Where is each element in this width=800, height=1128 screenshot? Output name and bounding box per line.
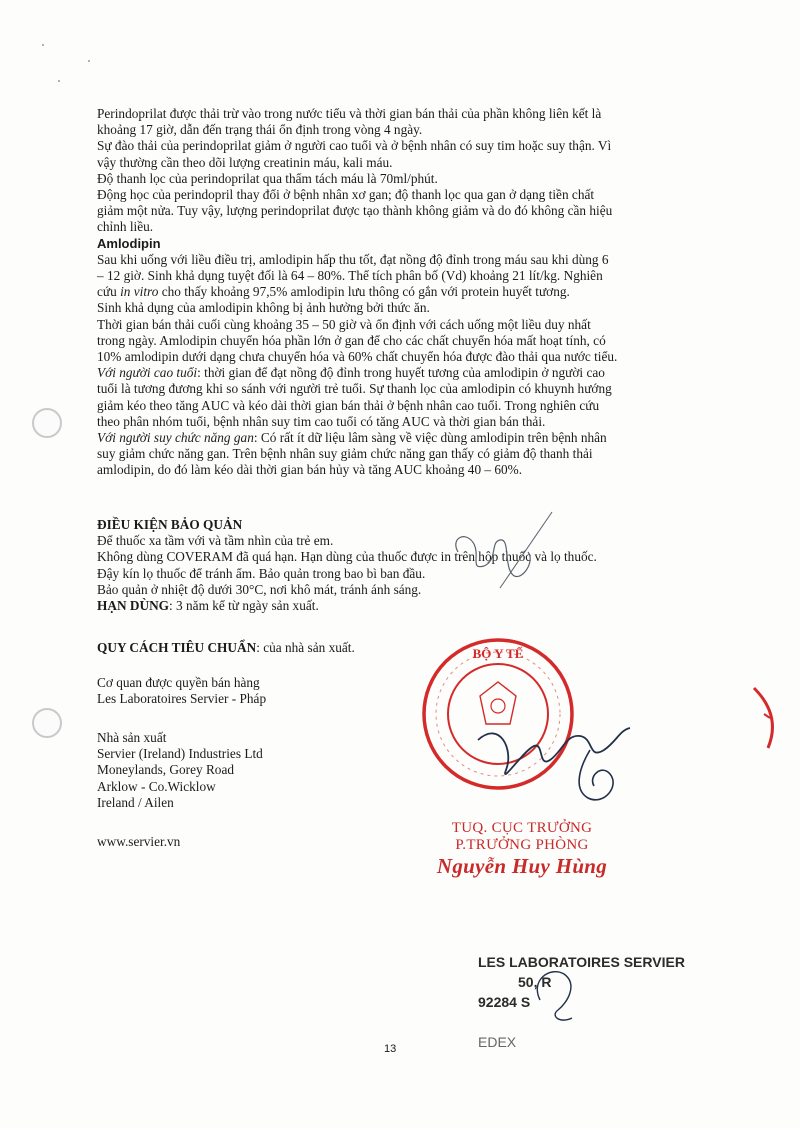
signatory-name: Nguyễn Huy Hùng [436, 854, 608, 878]
text-line: chỉnh liều. [97, 219, 154, 235]
elderly-label: Với người cao tuổi [97, 365, 198, 381]
text-line: amlodipin, do đó làm kéo dài thời gian bán hủy và tăng AUC khoảng 40 – 60%. [97, 462, 523, 478]
text-line: Moneylands, Gorey Road [97, 762, 235, 778]
company-stamp-signature-icon [520, 960, 590, 1030]
scan-speck [42, 44, 44, 46]
company-stamp-line-1: LES LABORATOIRES SERVIER [478, 954, 685, 970]
text-line: tuổi là tương đương khi so sánh với người trẻ tuổi. Sự thanh lọc của amlodipin có khuynh hướng [97, 381, 612, 397]
text-line: Thời gian bán thải cuối cùng khoảng 35 – 50 giờ và ổn định với cách uống một liều duy nhất [97, 316, 591, 332]
amlodipin-heading: Amlodipin [97, 235, 161, 251]
text-line [97, 365, 703, 381]
text-line: Sự đào thải của perindoprilat giảm ở người cao tuổi và ở bệnh nhân có suy tim hoặc suy thận. Vì [97, 138, 612, 154]
seal-text: BỘ Y TẾ [472, 646, 524, 661]
text-line: Độ thanh lọc của perindoprilat qua thẩm tách máu là 70ml/phút. [97, 170, 438, 186]
initials-signature-icon [440, 508, 560, 598]
pharmacokinetics-section [97, 106, 703, 479]
signature-icon [470, 690, 640, 810]
text-line: Ireland / Ailen [97, 794, 174, 810]
text-line: theo phân nhóm tuổi, bệnh nhân suy tim cao tuổi có tăng AUC và thời gian bán thải. [97, 413, 546, 429]
binder-hole-bottom [32, 708, 62, 738]
signature-caption [432, 820, 612, 878]
text-line: Arklow - Co.Wicklow [97, 778, 216, 794]
liver-label: Với người suy chức năng gan [97, 430, 254, 446]
text-fragment: : 3 năm kể từ ngày sản xuất. [169, 598, 319, 614]
company-stamp-city: EDEX [478, 1034, 517, 1050]
text-line [97, 640, 703, 656]
text-line: Không dùng COVERAM đã quá hạn. Hạn dùng của thuốc được in trên hộp thuốc và lọ thuốc. [97, 549, 597, 565]
text-line: khoảng 17 giờ, dẫn đến trạng thái ổn định trong vòng 4 ngày. [97, 122, 423, 138]
text-line: Đậy kín lọ thuốc để tránh ẩm. Bảo quản trong bao bì ban đầu. [97, 565, 426, 581]
page-number: 13 [384, 1043, 397, 1055]
scan-speck [58, 80, 60, 82]
text-line: Sinh khả dụng của amlodipin không bị ảnh hưởng bởi thức ăn. [97, 300, 430, 316]
text-line [97, 430, 703, 446]
text-fragment: cho thấy khoảng 97,5% amlodipin lưu thông có gắn với protein huyết tương. [158, 284, 570, 300]
text-line: Để thuốc xa tầm với và tầm nhìn của trẻ em. [97, 533, 334, 549]
spec-label: QUY CÁCH TIÊU CHUẨN [97, 640, 257, 655]
caption-line-1: TUQ. CỤC TRƯỞNG [451, 820, 593, 836]
scan-speck [88, 60, 90, 62]
text-line: – 12 giờ. Sinh khả dụng tuyệt đối là 64 – 80%. Thể tích phân bố (Vd) khoảng 21 lít/kg. Nghiên [97, 268, 603, 284]
company-stamp-code: 92284 S [478, 994, 531, 1010]
text-line: suy giảm chức năng gan. Trên bệnh nhân suy giảm chức năng gan thấy có giảm độ thanh thải [97, 446, 593, 462]
text-line: trong ngày. Amlodipin chuyển hóa phần lớn ở gan để cho các chất chuyển hóa mất hoạt tính, có [97, 332, 606, 348]
text-line: giảm một nửa. Tuy vậy, lượng perindoprilat được tạo thành không giảm và do đó không cần hiệu [97, 203, 613, 219]
text-line: 10% amlodipin dưới dạng chưa chuyển hóa và 60% chất chuyển hóa được đào thải qua nước tiểu. [97, 349, 618, 365]
text-line: Servier (Ireland) Industries Ltd [97, 746, 263, 762]
text-line: Les Laboratoires Servier - Pháp [97, 691, 267, 707]
storage-heading: ĐIỀU KIỆN BẢO QUẢN [97, 517, 243, 532]
italic-term: in vitro [120, 284, 159, 300]
text-fragment: : Có rất ít dữ liệu lâm sàng về việc dùng amlodipin trên bệnh nhân [253, 430, 607, 446]
text-line [97, 598, 703, 614]
caption-line-2: P.TRƯỞNG PHÒNG [455, 837, 589, 853]
text-line: Bảo quản ở nhiệt độ dưới 30°C, nơi khô mát, tránh ánh sáng. [97, 581, 422, 597]
text-line [97, 284, 703, 300]
company-stamp-line-2: 50, R [518, 974, 552, 990]
text-line: Perindoprilat được thải trừ vào trong nước tiểu và thời gian bán thải của phần không liên kết là [97, 106, 602, 121]
text-fragment: : của nhà sản xuất. [256, 640, 355, 655]
website-section [97, 834, 703, 850]
text-line: vậy thường cần theo dõi lượng creatinin máu, kali máu. [97, 154, 393, 170]
text-fragment: : thời gian để đạt nồng độ đỉnh trong huyết tương của amlodipin ở người cao [197, 365, 605, 381]
spec-section [97, 640, 703, 656]
edge-seal-fragment-icon [748, 684, 788, 754]
binder-hole-top [32, 408, 62, 438]
website-text: www.servier.vn [97, 834, 181, 849]
text-line: Sau khi uống với liều điều trị, amlodipin hấp thu tốt, đạt nồng độ đỉnh trong máu sau khi dùng 6 [97, 251, 609, 267]
text-line: Nhà sản xuất [97, 730, 167, 745]
text-line: Cơ quan được quyền bán hàng [97, 675, 260, 690]
text-fragment: cứu [97, 284, 121, 300]
text-line: giảm kéo theo tăng AUC và kéo dài thời gian bán thải ở bệnh nhân cao tuổi. Trong nghiên cứu [97, 397, 600, 413]
text-line: Động học của perindopril thay đổi ở bệnh nhân xơ gan; độ thanh lọc qua gan ở dạng tiền chất [97, 187, 595, 203]
storage-section [97, 517, 703, 614]
shelf-life-label: HẠN DÙNG [97, 598, 170, 614]
